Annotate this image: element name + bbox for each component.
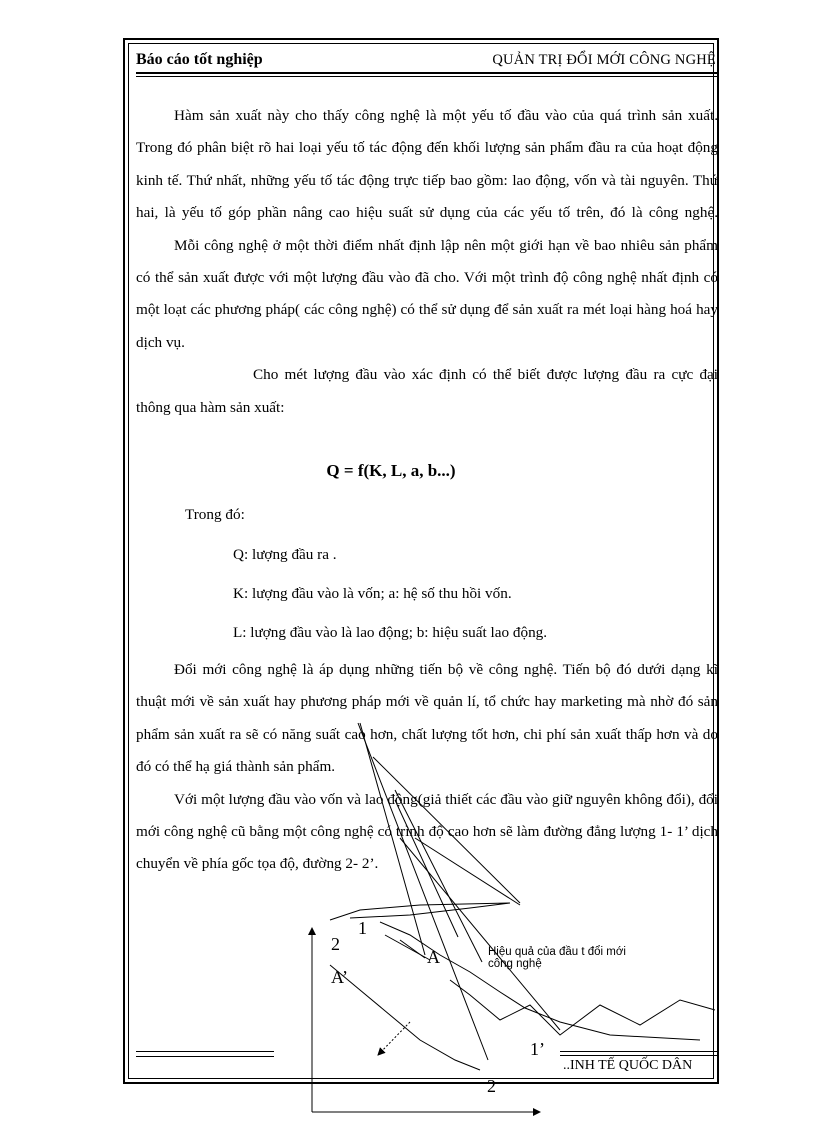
isoquant-label-2-bottom: 2 (487, 1076, 496, 1096)
definition-l: L: lượng đầu vào là lao động; b: hiệu suất lao động. (233, 624, 548, 641)
callout-line (360, 723, 425, 955)
isoquant-label-2: 2 (331, 934, 340, 954)
isoquant-zigzag (450, 980, 715, 1035)
paragraph-isoquant-shift: Với một lượng đầu vào vốn và lao động(giả thiết các đầu vào giữ nguyên không đổi), đổi mới công nghệ cũ bằng một công nghệ có trình độ cao hơn sẽ làm đường đẳng lượng 1- 1’ dịch chuyển về phía gốc tọa độ, đường 2- 2’. (136, 790, 718, 873)
shift-arrow (378, 1022, 410, 1055)
paragraph-production-function: Hàm sản xuất này cho thấy công nghệ là một yếu tố đầu vào của quá trình sản xuất. Trong đó phân biệt rõ hai loại yếu tố tác động đến khối lượng sản phẩm đầu ra của hoạt động kinh tế. Thứ nhất, những yếu tố tác động trực tiếp bao gồm: lao động, vốn và tài nguyên. Thứ hai, là yếu tố góp phần nâng cao hiệu suất sử dụng của các yếu tố trên, đó là công nghệ. (136, 107, 718, 222)
callout-line (358, 723, 488, 1060)
isoquant-label-1-prime: 1’ (530, 1039, 545, 1059)
diagram-note-line2: công nghệ (488, 958, 542, 970)
production-formula: Q = f(K, L, a, b...) (326, 461, 456, 480)
where-label: Trong đó: (185, 506, 245, 523)
paragraph-innovation-definition: Đổi mới công nghệ là áp dụng những tiến bộ về công nghệ. Tiến bộ đó dưới dạng kĩ thuật mới về sản xuất hay phương pháp mới về quản lí, tổ chức hay marketing mà nhờ đó sản phẩm sản xuất ra sẽ có năng suất cao hơn, chất lượng tốt hơn, chi phí sản xuất thấp hơn và do đó có thể hạ giá thành sản phẩm. (136, 661, 718, 776)
diagram-note (488, 946, 626, 970)
definition-q: Q: lượng đầu ra . (233, 546, 337, 563)
callout-line (373, 757, 520, 903)
callout-line (400, 838, 560, 1030)
footer-university: ..INH TẾ QUỐC DÂN (563, 1058, 693, 1073)
isoquant-label-1: 1 (358, 918, 367, 938)
paragraph-max-output: Cho mét lượng đầu vào xác định có thể biết được lượng đầu ra cực đại thông qua hàm sản xuất: (136, 366, 718, 416)
callout-line (415, 838, 520, 905)
header-report-title: Báo cáo tốt nghiệp (136, 51, 263, 68)
isoquant-1-lower (380, 922, 700, 1040)
isoquant-1 (330, 903, 510, 920)
definition-k: K: lượng đầu vào là vốn; a: hệ số thu hồi vốn. (233, 585, 512, 602)
callout-line (395, 800, 458, 937)
paragraph-technology-limit: Mỗi công nghệ ở một thời điểm nhất định lập nên một giới hạn về bao nhiêu sản phẩm có thể sản xuất được với một lượng đầu vào đã cho. Với một trình độ công nghệ nhất định có một loạt các phương pháp( các công nghệ) có thể sử dụng để sản xuất ra mét loại hàng hoá hay dịch vụ. (136, 236, 718, 351)
point-label-a-prime: A’ (331, 967, 348, 987)
point-label-a: A (427, 947, 440, 967)
callout-line (395, 790, 482, 962)
header-subject-title: QUẢN TRỊ ĐỔI MỚI CÔNG NGHỆ (492, 52, 716, 68)
diagram-note-line1: Hiệu quả của đầu t đổi mới (488, 946, 626, 958)
